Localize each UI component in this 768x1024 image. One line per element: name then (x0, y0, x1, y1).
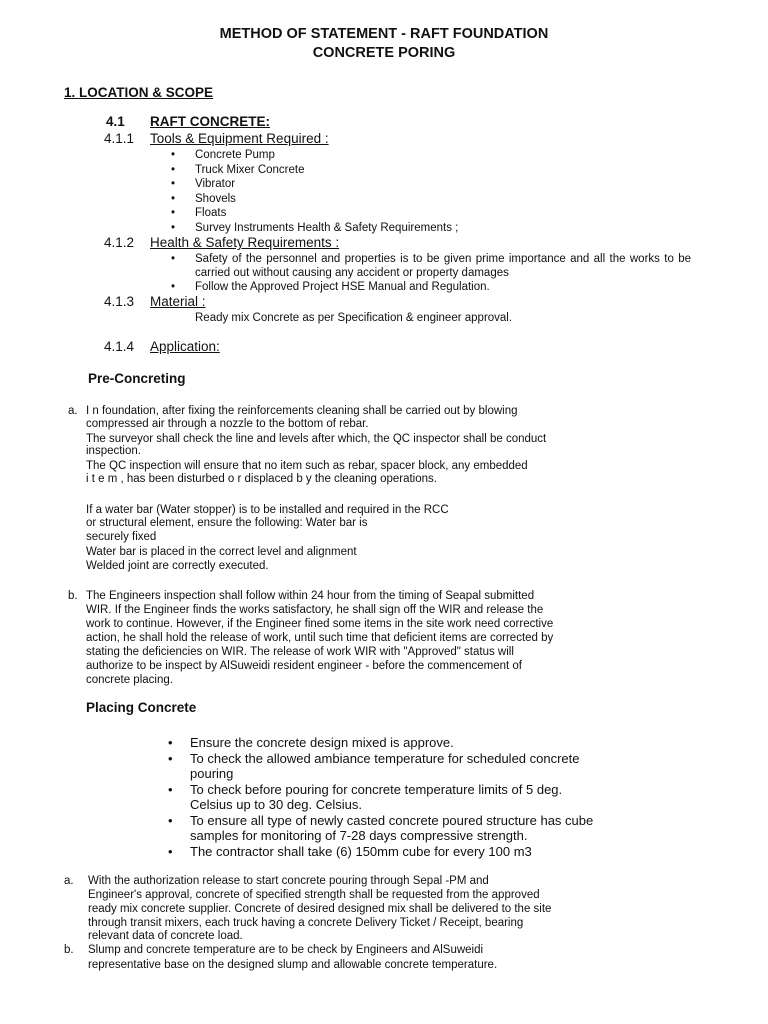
paragraph-line: ready mix concrete supplier. Concrete of desired designed mix shall be delivered to the site (88, 903, 552, 915)
paragraph-line: The surveyor shall check the line and levels after which, the QC inspector shall be conduct (86, 433, 547, 445)
subheading-placing-concrete: Placing Concrete (86, 700, 197, 715)
list-item-placing-continued: samples for monitoring of 7-28 days compressive strength. (190, 828, 528, 843)
list-marker-b: b. (64, 944, 74, 956)
document-title-line-2: CONCRETE PORING (312, 45, 456, 61)
list-item-tool: • Concrete Pump (195, 148, 275, 162)
paragraph-line: work to continue. However, if the Engineer fined some items in the site work need corrective (86, 618, 554, 630)
section-heading-health-safety: Health & Safety Requirements : (150, 235, 340, 250)
list-item-placing-continued: Celsius up to 30 deg. Celsius. (190, 797, 362, 812)
section-heading-tools-equipment: Tools & Equipment Required : (150, 131, 329, 146)
paragraph-line: If a water bar (Water stopper) is to be installed and required in the RCC (86, 504, 449, 516)
paragraph-line: or structural element, ensure the following: Water bar is (86, 517, 368, 529)
paragraph-line: relevant data of concrete load. (88, 930, 243, 942)
paragraph-line: through transit mixers, each truck having a concrete Delivery Ticket / Receipt, bearing (88, 917, 524, 929)
section-heading-location-scope: 1. LOCATION & SCOPE (64, 85, 214, 100)
paragraph-line: stating the deficiencies on WIR. The release of work WIR with "Approved" status will (86, 646, 514, 658)
section-number-4-1-1: 4.1.1 (104, 131, 135, 146)
list-item-tool: • Shovels (195, 192, 236, 206)
list-item-placing: • To check before pouring for concrete temperature limits of 5 deg. (190, 782, 562, 797)
section-heading-application: Application: (150, 339, 220, 354)
paragraph-line: I n foundation, after fixing the reinforcements cleaning shall be carried out by blowing (86, 405, 518, 417)
list-marker-a: a. (68, 405, 78, 417)
paragraph-line: The QC inspection will ensure that no item such as rebar, spacer block, any embedded (86, 460, 528, 472)
paragraph-line: compressed air through a nozzle to the bottom of rebar. (86, 418, 369, 430)
paragraph-line: securely fixed (86, 531, 157, 543)
list-item-tool: • Truck Mixer Concrete (195, 163, 305, 177)
section-number-4-1-4: 4.1.4 (104, 339, 135, 354)
list-item-tool: • Floats (195, 206, 226, 220)
list-item-placing-continued: pouring (190, 766, 234, 781)
paragraph-line: Welded joint are correctly executed. (86, 560, 269, 572)
list-marker-a: a. (64, 875, 74, 887)
material-description: Ready mix Concrete as per Specification & engineer approval. (195, 312, 513, 324)
paragraph-line: i t e m , has been disturbed o r displaced b y the cleaning operations. (86, 473, 437, 485)
list-item-placing: • To ensure all type of newly casted concrete poured structure has cube (190, 813, 593, 828)
paragraph-line: inspection. (86, 445, 141, 457)
paragraph-line: With the authorization release to start concrete pouring through Sepal -PM and (88, 875, 489, 887)
list-item-safety: • Follow the Approved Project HSE Manual and Regulation. (195, 280, 490, 294)
paragraph-line: The Engineers inspection shall follow within 24 hour from the timing of Seapal submitted (86, 590, 535, 602)
list-item-placing: • To check the allowed ambiance temperature for scheduled concrete (190, 751, 580, 766)
section-number-4-1-3: 4.1.3 (104, 294, 135, 309)
document-title-line-1: METHOD OF STATEMENT - RAFT FOUNDATION (219, 26, 549, 42)
paragraph-line: representative base on the designed slump and allowable concrete temperature. (88, 959, 498, 971)
subheading-pre-concreting: Pre-Concreting (88, 371, 186, 386)
section-heading-material: Material : (150, 294, 206, 309)
list-item-tool: • Vibrator (195, 177, 235, 191)
paragraph-line: Water bar is placed in the correct level and alignment (86, 546, 357, 558)
paragraph-line: authorize to be inspect by AlSuweidi resident engineer - before the commencement of (86, 660, 522, 672)
paragraph-line: Slump and concrete temperature are to be check by Engineers and AlSuweidi (88, 944, 484, 956)
paragraph-line: concrete placing. (86, 674, 173, 686)
section-number-4-1-2: 4.1.2 (104, 235, 135, 250)
list-item-placing: • The contractor shall take (6) 150mm cube for every 100 m3 (190, 844, 532, 859)
list-item-tool: • Survey Instruments Health & Safety Requirements ; (195, 221, 458, 235)
paragraph-line: Engineer's approval, concrete of specified strength shall be requested from the approved (88, 889, 540, 901)
list-marker-b: b. (68, 590, 78, 602)
section-number-4-1: 4.1 (106, 114, 125, 129)
list-item-safety: • Safety of the personnel and properties is to be given prime importance and all the works to be carried out without causing any accident or property damages (195, 252, 691, 280)
paragraph-line: WIR. If the Engineer finds the works satisfactory, he shall sign off the WIR and release the (86, 604, 544, 616)
list-item-placing: • Ensure the concrete design mixed is approve. (190, 735, 454, 750)
section-heading-raft-concrete: RAFT CONCRETE: (150, 114, 270, 129)
paragraph-line: action, he shall hold the release of work, until such time that deficient items are corrected by (86, 632, 554, 644)
